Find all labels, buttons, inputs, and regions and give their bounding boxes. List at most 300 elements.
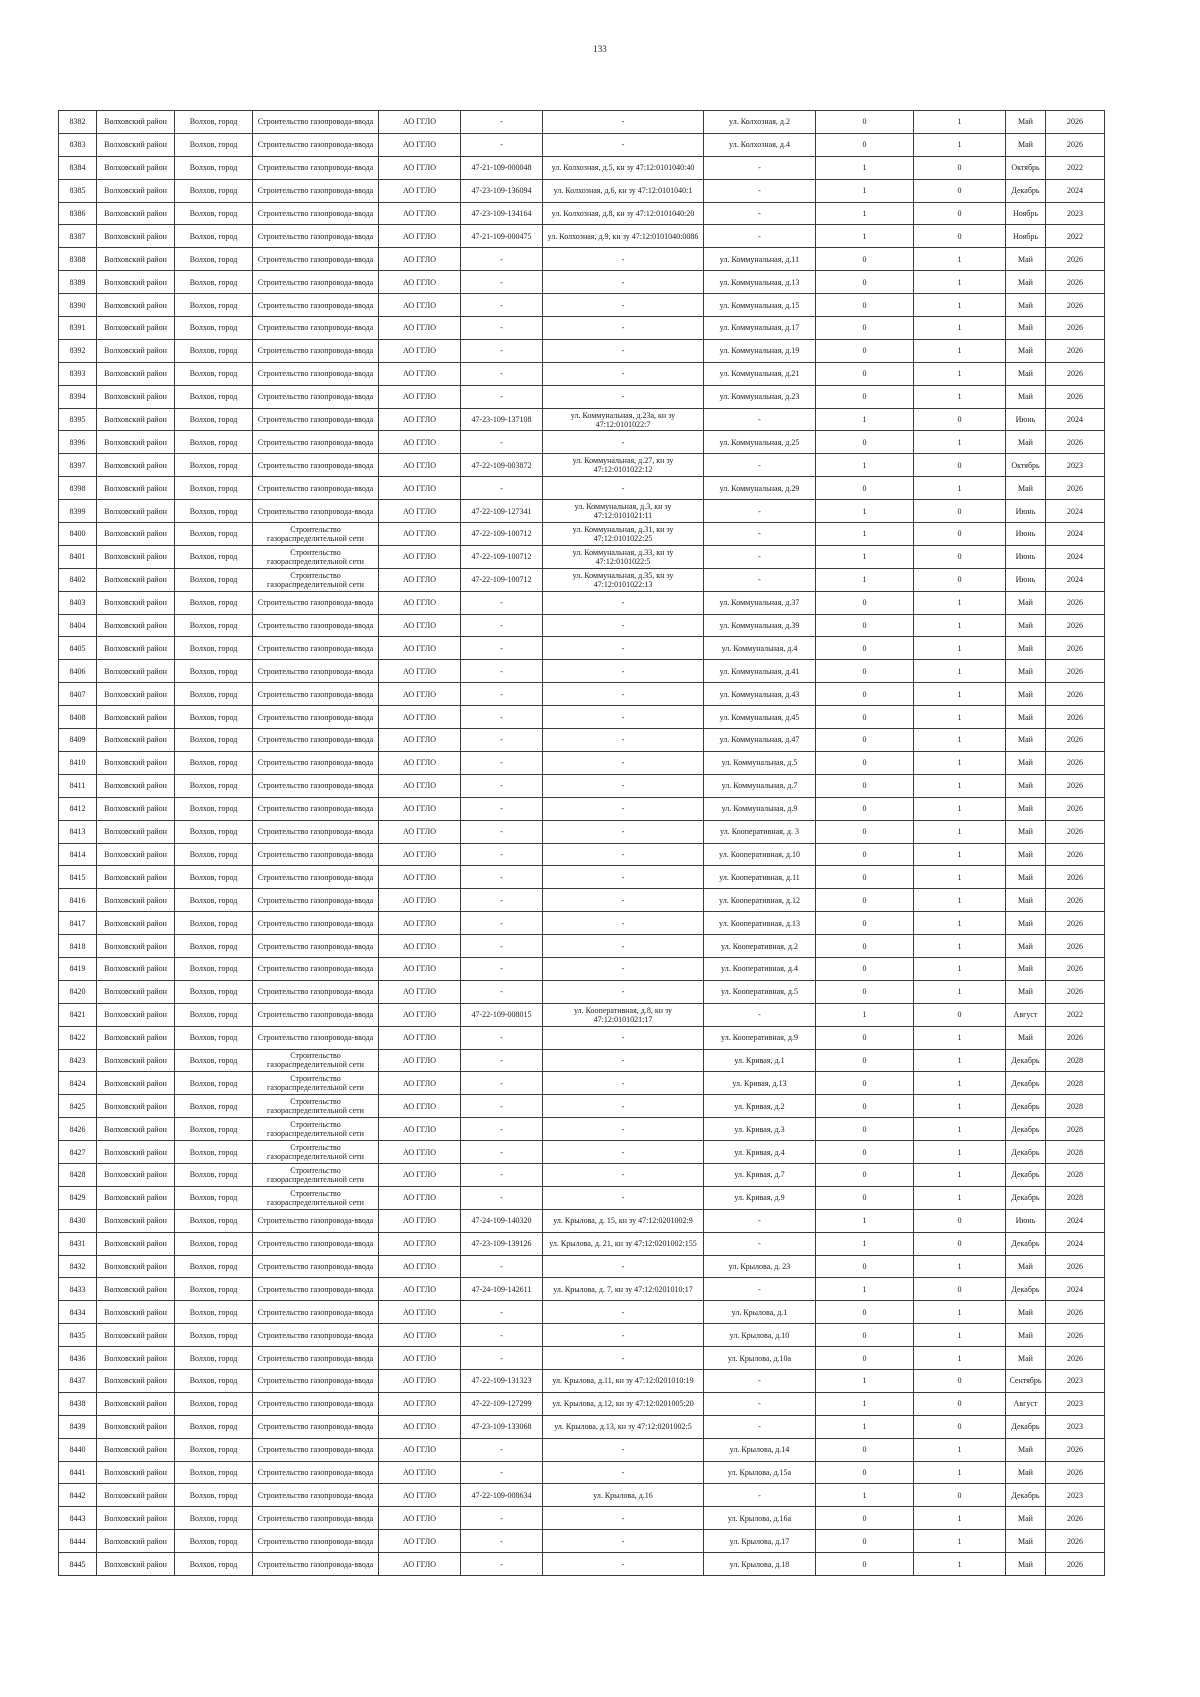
row-number-cell: 8393	[59, 362, 97, 385]
request-number-cell: -	[461, 317, 543, 340]
count-b-cell: 1	[914, 1141, 1006, 1164]
organization-cell: АО ГГЛО	[379, 751, 461, 774]
table-row	[59, 202, 1105, 225]
work-type-cell: Строительство газопровода-ввода	[253, 637, 379, 660]
request-number-cell: 47-22-109-008634	[461, 1484, 543, 1507]
district-cell: Волховский район	[97, 614, 175, 637]
work-type-cell: Строительство газопровода-ввода	[253, 1278, 379, 1301]
district-cell: Волховский район	[97, 1072, 175, 1095]
table-row	[59, 935, 1105, 958]
organization-cell: АО ГГЛО	[379, 1118, 461, 1141]
locality-cell: Волхов, город	[175, 1049, 253, 1072]
row-number-cell: 8428	[59, 1163, 97, 1186]
year-cell: 2024	[1046, 523, 1105, 546]
count-a-cell: 0	[816, 706, 914, 729]
work-type-cell: Строительство газопровода-ввода	[253, 866, 379, 889]
table-row	[59, 1163, 1105, 1186]
organization-cell: АО ГГЛО	[379, 683, 461, 706]
table-row	[59, 523, 1105, 546]
locality-cell: Волхов, город	[175, 385, 253, 408]
object-address-cell: ул. Кооперативная, д.12	[704, 889, 816, 912]
request-address-cell: -	[543, 1026, 704, 1049]
locality-cell: Волхов, город	[175, 568, 253, 591]
row-number-cell: 8414	[59, 843, 97, 866]
row-number-cell: 8416	[59, 889, 97, 912]
district-cell: Волховский район	[97, 1415, 175, 1438]
work-type-cell: Строительство газопровода-ввода	[253, 202, 379, 225]
count-b-cell: 1	[914, 957, 1006, 980]
count-b-cell: 1	[914, 866, 1006, 889]
object-address-cell: -	[704, 1003, 816, 1026]
organization-cell: АО ГГЛО	[379, 637, 461, 660]
year-cell: 2023	[1046, 1484, 1105, 1507]
row-number-cell: 8382	[59, 111, 97, 134]
object-address-cell: ул. Коммунальная, д.45	[704, 706, 816, 729]
month-cell: Август	[1006, 1392, 1046, 1415]
count-b-cell: 1	[914, 1072, 1006, 1095]
request-number-cell: -	[461, 111, 543, 134]
month-cell: Май	[1006, 339, 1046, 362]
row-number-cell: 8423	[59, 1049, 97, 1072]
request-address-cell: -	[543, 614, 704, 637]
month-cell: Май	[1006, 1255, 1046, 1278]
work-type-cell: Строительство газопровода-ввода	[253, 751, 379, 774]
count-b-cell: 1	[914, 820, 1006, 843]
locality-cell: Волхов, город	[175, 1507, 253, 1530]
organization-cell: АО ГГЛО	[379, 500, 461, 523]
object-address-cell: -	[704, 545, 816, 568]
object-address-cell: ул. Колхозная, д.4	[704, 133, 816, 156]
table-row	[59, 1438, 1105, 1461]
table-row	[59, 1095, 1105, 1118]
request-address-cell: ул. Коммунальная, д.31, кн зу 47:12:0101022:25	[543, 523, 704, 546]
request-number-cell: -	[461, 1507, 543, 1530]
table-row	[59, 1415, 1105, 1438]
request-number-cell: 47-22-109-100712	[461, 568, 543, 591]
request-number-cell: -	[461, 1049, 543, 1072]
object-address-cell: -	[704, 1415, 816, 1438]
locality-cell: Волхов, город	[175, 339, 253, 362]
table-row	[59, 477, 1105, 500]
year-cell: 2026	[1046, 362, 1105, 385]
organization-cell: АО ГГЛО	[379, 1095, 461, 1118]
count-b-cell: 1	[914, 1438, 1006, 1461]
district-cell: Волховский район	[97, 1347, 175, 1370]
table-row	[59, 248, 1105, 271]
locality-cell: Волхов, город	[175, 637, 253, 660]
request-number-cell: 47-22-109-127341	[461, 500, 543, 523]
locality-cell: Волхов, город	[175, 225, 253, 248]
work-type-cell: Строительство газопровода-ввода	[253, 1530, 379, 1553]
count-a-cell: 0	[816, 385, 914, 408]
request-number-cell: -	[461, 614, 543, 637]
locality-cell: Волхов, город	[175, 1163, 253, 1186]
object-address-cell: ул. Кооперативная, д.4	[704, 957, 816, 980]
row-number-cell: 8394	[59, 385, 97, 408]
count-b-cell: 0	[914, 1003, 1006, 1026]
count-b-cell: 1	[914, 729, 1006, 752]
object-address-cell: ул. Колхозная, д.2	[704, 111, 816, 134]
district-cell: Волховский район	[97, 1255, 175, 1278]
month-cell: Сентябрь	[1006, 1369, 1046, 1392]
table-row	[59, 1072, 1105, 1095]
count-a-cell: 1	[816, 1392, 914, 1415]
locality-cell: Волхов, город	[175, 1530, 253, 1553]
month-cell: Май	[1006, 774, 1046, 797]
object-address-cell: -	[704, 156, 816, 179]
year-cell: 2024	[1046, 1232, 1105, 1255]
request-number-cell: -	[461, 1461, 543, 1484]
month-cell: Май	[1006, 1301, 1046, 1324]
year-cell: 2026	[1046, 683, 1105, 706]
request-number-cell: -	[461, 1553, 543, 1576]
locality-cell: Волхов, город	[175, 1255, 253, 1278]
table-row	[59, 225, 1105, 248]
table-row	[59, 1118, 1105, 1141]
month-cell: Май	[1006, 1461, 1046, 1484]
request-address-cell: ул. Коммунальная, д.27, кн зу 47:12:0101022:12	[543, 454, 704, 477]
locality-cell: Волхов, город	[175, 477, 253, 500]
count-a-cell: 0	[816, 1118, 914, 1141]
work-type-cell: Строительство газопровода-ввода	[253, 889, 379, 912]
count-a-cell: 0	[816, 1438, 914, 1461]
work-type-cell: Строительство газораспределительной сети	[253, 1049, 379, 1072]
organization-cell: АО ГГЛО	[379, 362, 461, 385]
work-type-cell: Строительство газопровода-ввода	[253, 843, 379, 866]
locality-cell: Волхов, город	[175, 614, 253, 637]
locality-cell: Волхов, город	[175, 523, 253, 546]
year-cell: 2026	[1046, 133, 1105, 156]
row-number-cell: 8408	[59, 706, 97, 729]
row-number-cell: 8385	[59, 179, 97, 202]
table-row	[59, 1301, 1105, 1324]
count-b-cell: 0	[914, 202, 1006, 225]
object-address-cell: -	[704, 1369, 816, 1392]
locality-cell: Волхов, город	[175, 1347, 253, 1370]
locality-cell: Волхов, город	[175, 1324, 253, 1347]
year-cell: 2022	[1046, 225, 1105, 248]
work-type-cell: Строительство газопровода-ввода	[253, 1026, 379, 1049]
count-b-cell: 0	[914, 1484, 1006, 1507]
table-row	[59, 614, 1105, 637]
month-cell: Июнь	[1006, 568, 1046, 591]
request-number-cell: -	[461, 1118, 543, 1141]
object-address-cell: ул. Коммунальная, д.47	[704, 729, 816, 752]
organization-cell: АО ГГЛО	[379, 1049, 461, 1072]
request-number-cell: -	[461, 1141, 543, 1164]
organization-cell: АО ГГЛО	[379, 1392, 461, 1415]
count-b-cell: 0	[914, 545, 1006, 568]
year-cell: 2026	[1046, 751, 1105, 774]
request-number-cell: -	[461, 935, 543, 958]
work-type-cell: Строительство газопровода-ввода	[253, 729, 379, 752]
month-cell: Май	[1006, 271, 1046, 294]
work-type-cell: Строительство газопровода-ввода	[253, 1507, 379, 1530]
month-cell: Декабрь	[1006, 1186, 1046, 1209]
year-cell: 2026	[1046, 111, 1105, 134]
district-cell: Волховский район	[97, 1461, 175, 1484]
request-number-cell: -	[461, 294, 543, 317]
month-cell: Декабрь	[1006, 1095, 1046, 1118]
request-address-cell: -	[543, 1347, 704, 1370]
locality-cell: Волхов, город	[175, 294, 253, 317]
count-a-cell: 1	[816, 454, 914, 477]
count-b-cell: 0	[914, 1278, 1006, 1301]
table-row	[59, 660, 1105, 683]
row-number-cell: 8425	[59, 1095, 97, 1118]
month-cell: Декабрь	[1006, 1118, 1046, 1141]
district-cell: Волховский район	[97, 1049, 175, 1072]
district-cell: Волховский район	[97, 1553, 175, 1576]
locality-cell: Волхов, город	[175, 683, 253, 706]
object-address-cell: ул. Коммунальная, д.39	[704, 614, 816, 637]
organization-cell: АО ГГЛО	[379, 1278, 461, 1301]
district-cell: Волховский район	[97, 1141, 175, 1164]
organization-cell: АО ГГЛО	[379, 179, 461, 202]
count-b-cell: 1	[914, 1553, 1006, 1576]
row-number-cell: 8403	[59, 591, 97, 614]
year-cell: 2026	[1046, 935, 1105, 958]
count-a-cell: 1	[816, 1209, 914, 1232]
work-type-cell: Строительство газопровода-ввода	[253, 431, 379, 454]
district-cell: Волховский район	[97, 1530, 175, 1553]
month-cell: Май	[1006, 431, 1046, 454]
work-type-cell: Строительство газопровода-ввода	[253, 1209, 379, 1232]
year-cell: 2024	[1046, 179, 1105, 202]
month-cell: Май	[1006, 1530, 1046, 1553]
object-address-cell: -	[704, 1209, 816, 1232]
table-row	[59, 957, 1105, 980]
request-number-cell: -	[461, 637, 543, 660]
count-b-cell: 1	[914, 637, 1006, 660]
district-cell: Волховский район	[97, 1095, 175, 1118]
locality-cell: Волхов, город	[175, 957, 253, 980]
request-address-cell: ул. Колхозная, д.8, кн зу 47:12:0101040:20	[543, 202, 704, 225]
request-address-cell: -	[543, 1049, 704, 1072]
month-cell: Июнь	[1006, 523, 1046, 546]
count-a-cell: 1	[816, 1369, 914, 1392]
request-address-cell: ул. Колхозная, д.6, кн зу 47:12:0101040:1	[543, 179, 704, 202]
request-number-cell: 47-22-109-100712	[461, 545, 543, 568]
request-address-cell: ул. Крылова, д.12, кн зу 47:12:0201005:20	[543, 1392, 704, 1415]
row-number-cell: 8406	[59, 660, 97, 683]
month-cell: Май	[1006, 637, 1046, 660]
request-number-cell: -	[461, 1301, 543, 1324]
district-cell: Волховский район	[97, 843, 175, 866]
locality-cell: Волхов, город	[175, 912, 253, 935]
request-address-cell: -	[543, 1461, 704, 1484]
organization-cell: АО ГГЛО	[379, 935, 461, 958]
table-body	[59, 111, 1105, 1576]
count-a-cell: 0	[816, 729, 914, 752]
count-b-cell: 0	[914, 568, 1006, 591]
district-cell: Волховский район	[97, 1369, 175, 1392]
work-type-cell: Строительство газопровода-ввода	[253, 1553, 379, 1576]
row-number-cell: 8427	[59, 1141, 97, 1164]
count-b-cell: 0	[914, 454, 1006, 477]
request-number-cell: -	[461, 912, 543, 935]
district-cell: Волховский район	[97, 431, 175, 454]
locality-cell: Волхов, город	[175, 1438, 253, 1461]
organization-cell: АО ГГЛО	[379, 1415, 461, 1438]
request-address-cell: -	[543, 797, 704, 820]
table-row	[59, 385, 1105, 408]
object-address-cell: -	[704, 500, 816, 523]
organization-cell: АО ГГЛО	[379, 339, 461, 362]
table-row	[59, 500, 1105, 523]
month-cell: Май	[1006, 820, 1046, 843]
locality-cell: Волхов, город	[175, 1415, 253, 1438]
request-number-cell: -	[461, 797, 543, 820]
count-b-cell: 1	[914, 1530, 1006, 1553]
row-number-cell: 8396	[59, 431, 97, 454]
table-row	[59, 1026, 1105, 1049]
request-address-cell: ул. Крылова, д. 21, кн зу 47:12:0201002:155	[543, 1232, 704, 1255]
object-address-cell: -	[704, 1484, 816, 1507]
object-address-cell: ул. Коммунальная, д.15	[704, 294, 816, 317]
object-address-cell: ул. Крылова, д.14	[704, 1438, 816, 1461]
organization-cell: АО ГГЛО	[379, 385, 461, 408]
month-cell: Май	[1006, 889, 1046, 912]
object-address-cell: ул. Кооперативная, д. 3	[704, 820, 816, 843]
row-number-cell: 8398	[59, 477, 97, 500]
organization-cell: АО ГГЛО	[379, 1163, 461, 1186]
count-a-cell: 0	[816, 317, 914, 340]
organization-cell: АО ГГЛО	[379, 545, 461, 568]
object-address-cell: -	[704, 179, 816, 202]
count-b-cell: 1	[914, 1186, 1006, 1209]
locality-cell: Волхов, город	[175, 591, 253, 614]
count-a-cell: 0	[816, 1072, 914, 1095]
month-cell: Ноябрь	[1006, 225, 1046, 248]
request-address-cell: ул. Крылова, д. 7, кн зу 47:12:0201010:17	[543, 1278, 704, 1301]
count-a-cell: 0	[816, 1530, 914, 1553]
row-number-cell: 8391	[59, 317, 97, 340]
object-address-cell: ул. Кривая, д.7	[704, 1163, 816, 1186]
object-address-cell: ул. Коммунальная, д.23	[704, 385, 816, 408]
year-cell: 2026	[1046, 385, 1105, 408]
locality-cell: Волхов, город	[175, 133, 253, 156]
work-type-cell: Строительство газопровода-ввода	[253, 1484, 379, 1507]
month-cell: Май	[1006, 1026, 1046, 1049]
organization-cell: АО ГГЛО	[379, 1484, 461, 1507]
year-cell: 2028	[1046, 1163, 1105, 1186]
row-number-cell: 8420	[59, 980, 97, 1003]
row-number-cell: 8410	[59, 751, 97, 774]
count-b-cell: 1	[914, 683, 1006, 706]
object-address-cell: ул. Крылова, д.10а	[704, 1347, 816, 1370]
object-address-cell: ул. Кооперативная, д.9	[704, 1026, 816, 1049]
row-number-cell: 8436	[59, 1347, 97, 1370]
month-cell: Декабрь	[1006, 1141, 1046, 1164]
count-a-cell: 1	[816, 1278, 914, 1301]
count-b-cell: 1	[914, 1095, 1006, 1118]
year-cell: 2026	[1046, 1507, 1105, 1530]
request-address-cell: -	[543, 683, 704, 706]
count-a-cell: 0	[816, 935, 914, 958]
organization-cell: АО ГГЛО	[379, 820, 461, 843]
locality-cell: Волхов, город	[175, 706, 253, 729]
work-type-cell: Строительство газопровода-ввода	[253, 1392, 379, 1415]
count-a-cell: 0	[816, 843, 914, 866]
organization-cell: АО ГГЛО	[379, 957, 461, 980]
district-cell: Волховский район	[97, 1324, 175, 1347]
organization-cell: АО ГГЛО	[379, 660, 461, 683]
request-number-cell: -	[461, 1026, 543, 1049]
district-cell: Волховский район	[97, 454, 175, 477]
request-number-cell: -	[461, 729, 543, 752]
count-b-cell: 1	[914, 339, 1006, 362]
month-cell: Май	[1006, 1553, 1046, 1576]
locality-cell: Волхов, город	[175, 1095, 253, 1118]
count-b-cell: 1	[914, 362, 1006, 385]
locality-cell: Волхов, город	[175, 820, 253, 843]
count-a-cell: 0	[816, 820, 914, 843]
table-row	[59, 912, 1105, 935]
district-cell: Волховский район	[97, 820, 175, 843]
count-a-cell: 0	[816, 1507, 914, 1530]
month-cell: Май	[1006, 591, 1046, 614]
row-number-cell: 8424	[59, 1072, 97, 1095]
table-row	[59, 1324, 1105, 1347]
table-row	[59, 156, 1105, 179]
object-address-cell: ул. Коммунальная, д.37	[704, 591, 816, 614]
row-number-cell: 8445	[59, 1553, 97, 1576]
locality-cell: Волхов, город	[175, 545, 253, 568]
row-number-cell: 8419	[59, 957, 97, 980]
work-type-cell: Строительство газопровода-ввода	[253, 1369, 379, 1392]
request-address-cell: -	[543, 339, 704, 362]
object-address-cell: ул. Крылова, д.17	[704, 1530, 816, 1553]
object-address-cell: ул. Коммунальная, д.21	[704, 362, 816, 385]
request-number-cell: -	[461, 660, 543, 683]
object-address-cell: -	[704, 408, 816, 431]
organization-cell: АО ГГЛО	[379, 591, 461, 614]
locality-cell: Волхов, город	[175, 362, 253, 385]
locality-cell: Волхов, город	[175, 889, 253, 912]
table-row	[59, 1530, 1105, 1553]
district-cell: Волховский район	[97, 317, 175, 340]
work-type-cell: Строительство газопровода-ввода	[253, 1438, 379, 1461]
table-row	[59, 1186, 1105, 1209]
request-address-cell: -	[543, 912, 704, 935]
district-cell: Волховский район	[97, 706, 175, 729]
year-cell: 2028	[1046, 1095, 1105, 1118]
locality-cell: Волхов, город	[175, 500, 253, 523]
count-b-cell: 1	[914, 111, 1006, 134]
request-address-cell: -	[543, 248, 704, 271]
locality-cell: Волхов, город	[175, 980, 253, 1003]
request-number-cell: 47-22-109-131323	[461, 1369, 543, 1392]
year-cell: 2026	[1046, 1255, 1105, 1278]
object-address-cell: ул. Коммунальная, д.13	[704, 271, 816, 294]
work-type-cell: Строительство газопровода-ввода	[253, 957, 379, 980]
object-address-cell: ул. Коммунальная, д.41	[704, 660, 816, 683]
table-row	[59, 1255, 1105, 1278]
work-type-cell: Строительство газопровода-ввода	[253, 225, 379, 248]
row-number-cell: 8412	[59, 797, 97, 820]
count-b-cell: 1	[914, 591, 1006, 614]
organization-cell: АО ГГЛО	[379, 614, 461, 637]
count-a-cell: 1	[816, 1484, 914, 1507]
month-cell: Декабрь	[1006, 1415, 1046, 1438]
count-b-cell: 1	[914, 660, 1006, 683]
count-b-cell: 0	[914, 179, 1006, 202]
organization-cell: АО ГГЛО	[379, 1072, 461, 1095]
count-a-cell: 0	[816, 362, 914, 385]
row-number-cell: 8429	[59, 1186, 97, 1209]
count-b-cell: 0	[914, 225, 1006, 248]
